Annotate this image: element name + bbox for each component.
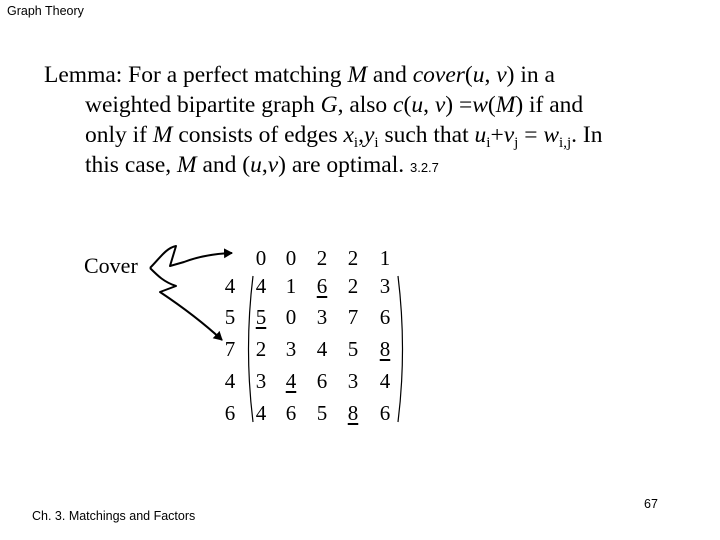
lemma-line-2: weighted bipartite graph G, also c(u, v) =w(M) if and: [85, 92, 584, 118]
cover-label: Cover: [84, 253, 138, 278]
weight-cell: 3: [285, 337, 297, 361]
v-label: 0: [285, 246, 297, 270]
weight-cell: 4: [255, 274, 267, 298]
lemma-line-1: Lemma: For a perfect matching M and cover(u, v) in a: [44, 62, 555, 88]
lemma-line-3: only if M consists of edges $x_i,y_i$ such that $u_i+v_j = w_{i,j}$. In: [85, 122, 603, 151]
weight-cell: 6: [285, 401, 297, 425]
weight-cell: 3: [379, 274, 391, 298]
weight-cell: 4: [255, 401, 267, 425]
weight-cell: 5: [347, 337, 359, 361]
lemma-reference-number: 3.2.7: [409, 160, 439, 175]
matrix-right-bracket: [398, 276, 403, 422]
slide-header-title: Graph Theory: [7, 4, 84, 18]
weight-cell: 3: [255, 369, 267, 393]
cover-arrow-to-top-labels: [150, 246, 232, 268]
weight-cell: 4: [379, 369, 391, 393]
matching-weight-cell: 5: [255, 305, 267, 329]
v-label: 2: [316, 246, 328, 270]
weight-cell: 6: [379, 401, 391, 425]
weight-cell: 1: [285, 274, 297, 298]
weight-cell: 0: [285, 305, 297, 329]
cover-arrow-to-side-labels: [150, 268, 222, 340]
weight-cell: 3: [347, 369, 359, 393]
u-label: 5: [224, 305, 236, 329]
matching-weight-cell: 6: [316, 274, 328, 298]
weight-cell: 6: [379, 305, 391, 329]
weight-cell: 7: [347, 305, 359, 329]
weight-cell: 3: [316, 305, 328, 329]
u-label: 4: [224, 369, 236, 393]
weight-cell: 5: [316, 401, 328, 425]
u-label: 7: [224, 337, 236, 361]
matching-weight-cell: 4: [285, 369, 297, 393]
weight-cell: 6: [316, 369, 328, 393]
u-label: 4: [224, 274, 236, 298]
u-label: 6: [224, 401, 236, 425]
weight-cell: 2: [347, 274, 359, 298]
v-label: 1: [379, 246, 391, 270]
matching-weight-cell: 8: [347, 401, 359, 425]
footer-chapter: Ch. 3. Matchings and Factors: [32, 509, 196, 523]
weight-cell: 4: [316, 337, 328, 361]
lemma-line-4: this case, M and (u,v) are optimal. 3.2.7: [85, 152, 439, 178]
footer-page-number: 67: [644, 497, 658, 511]
v-label: 0: [255, 246, 267, 270]
weight-cell: 2: [255, 337, 267, 361]
v-label: 2: [347, 246, 359, 270]
matching-weight-cell: 8: [379, 337, 391, 361]
